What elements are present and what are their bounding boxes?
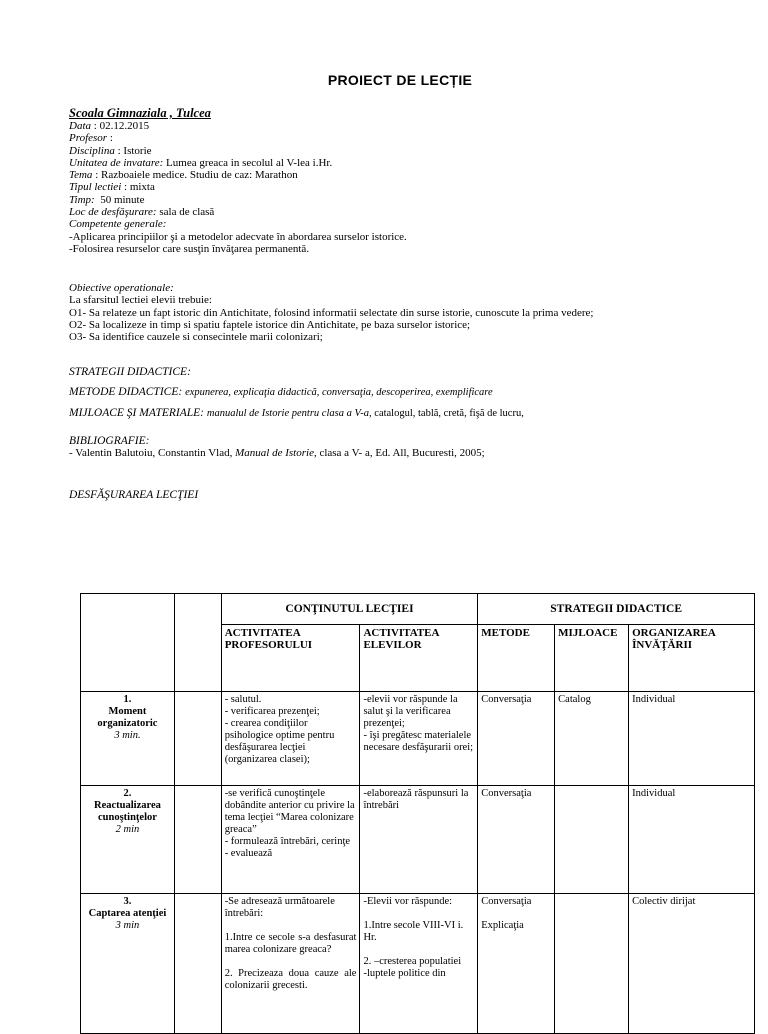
stage-number: 2.	[123, 788, 132, 799]
spacer	[363, 908, 474, 920]
field-label: Tema	[69, 169, 93, 182]
teacher-activity-line: 2. Precizeaza doua cauze ale colonizarii grecesti.	[224, 968, 357, 991]
field-6	[69, 194, 407, 206]
teacher-activity-line: 1.Intre ce secole s-a desfasurat marea colonizare greaca?	[224, 932, 357, 955]
field-7	[69, 206, 407, 218]
stage-cell	[81, 894, 175, 1034]
spacer	[225, 920, 357, 932]
student-activity-cell	[360, 786, 478, 894]
teacher-activity-line: - crearea condiţiilor psihologice optime pentru desfăşurarea lecţiei (organizarea clasei);	[224, 718, 335, 765]
means-cell: Catalog	[555, 692, 629, 786]
col-students-header: ACTIVITATEA ELEVILOR	[360, 625, 478, 692]
means-cell	[555, 894, 629, 1034]
stage-number: 1.	[123, 694, 132, 705]
stage-name: Captarea atenţiei	[88, 908, 167, 919]
school-name: Scoala Gimnaziala , Tulcea	[69, 106, 211, 120]
field-0	[69, 120, 407, 132]
header-empty-cell	[174, 594, 221, 692]
student-activity-line: -elevii vor răspunde la salut şi la verificarea prezenţei;	[363, 694, 458, 729]
teacher-activity-line: -Se adresează următoarele întrebări:	[224, 896, 335, 919]
teacher-activity-line: -se verifică cunoştinţele dobândite anterior cu privire la tema lecţiei “Marea colonizare greaca”	[224, 788, 355, 835]
field-list	[69, 120, 407, 231]
student-activity-line: 2. –cresterea populatiei	[363, 956, 462, 967]
organization-cell: Individual	[629, 692, 755, 786]
stage-duration: 2 min	[115, 824, 140, 835]
student-activity-line: -luptele politice din	[363, 968, 446, 979]
strategies-section	[69, 362, 524, 424]
means-cell	[555, 786, 629, 894]
table-row	[81, 786, 755, 894]
student-activity-cell	[360, 894, 478, 1034]
organization-cell: Individual	[629, 786, 755, 894]
field-separator: :	[92, 169, 101, 182]
field-label: Timp:	[69, 193, 95, 206]
objectives-label: Obiective operationale:	[69, 282, 174, 294]
field-value: mixta	[129, 181, 155, 194]
materials-label: MIJLOACE ŞI MATERIALE:	[69, 407, 204, 419]
field-value: 50 minute	[100, 193, 145, 206]
empty-cell	[174, 692, 221, 786]
student-activity-line: 1.Intre secole VIII-VI i. Hr.	[363, 920, 464, 943]
field-separator: :	[121, 181, 130, 194]
stage-cell	[81, 786, 175, 894]
student-activity-line: -elaborează răspunsuri la întrebări	[363, 788, 469, 811]
spacer	[225, 956, 357, 968]
method-item: Conversaţia	[481, 694, 532, 705]
methods-cell	[478, 786, 555, 894]
page-title: PROIECT DE LECȚIE	[327, 72, 473, 88]
bibliography-entry	[69, 447, 485, 459]
content-header: CONŢINUTUL LECŢIEI	[221, 594, 478, 625]
materials-value: catalogul, tablă, cretă, fişă de lucru,	[371, 408, 524, 419]
field-value: Istorie	[123, 144, 152, 157]
col-means-header: MIJLOACE	[555, 625, 629, 692]
field-value: Lumea greaca in secolul al V-lea i.Hr.	[166, 156, 333, 169]
materials-value-italic: manualul de Istorie pentru clasa a V-a,	[206, 408, 372, 419]
lesson-table	[80, 593, 755, 1034]
field-label: Loc de desfăşurare:	[69, 206, 157, 219]
stage-name: Reactualizarea cunoştinţelor	[94, 800, 161, 823]
teacher-activity-line: - verificarea prezenţei;	[224, 706, 320, 717]
field-4	[69, 169, 407, 181]
col-org-header: ORGANIZAREA ÎNVĂŢĂRII	[629, 625, 755, 692]
teacher-activity-line: - formulează întrebări, cerinţe	[224, 836, 351, 847]
field-3	[69, 157, 407, 169]
method-item: Conversaţia	[481, 788, 532, 799]
stage-name: Moment organizatoric	[97, 706, 158, 729]
field-value: Razboaiele medice. Studiu de caz: Marathon	[101, 169, 298, 182]
teacher-activity-line: - salutul.	[224, 694, 262, 705]
methods-value: expunerea, explicaţia didactică, conversaţia, descoperirea, exemplificare	[185, 387, 493, 398]
bibliography-label: BIBLIOGRAFIE:	[69, 435, 150, 447]
objective-3: O3- Sa identifice cauzele si consecintele marii colonizari;	[69, 331, 323, 344]
strategies-label: STRATEGII DIDACTICE:	[69, 366, 191, 378]
table-row	[81, 894, 755, 1034]
field-8	[69, 218, 407, 230]
bibliography-authors: - Valentin Balutoiu, Constantin Vlad,	[69, 447, 236, 460]
stage-duration: 3 min.	[114, 730, 141, 741]
field-2	[69, 145, 407, 157]
teacher-activity-cell	[221, 894, 360, 1034]
methods-cell	[478, 692, 555, 786]
empty-cell	[174, 786, 221, 894]
bibliography-section	[69, 435, 485, 460]
student-activity-cell	[360, 692, 478, 786]
spacer	[481, 908, 551, 920]
method-item: Conversaţia	[481, 896, 532, 907]
objectives-section	[69, 282, 593, 343]
lesson-header-info	[69, 106, 407, 255]
field-1	[69, 132, 407, 144]
objective-1: O1- Sa relateze un fapt istoric din Antichitate, folosind informatii selectate din surse istorie, cunoscute la prima vedere;	[69, 306, 594, 319]
field-label: Profesor	[69, 132, 108, 145]
field-label: Competente generale:	[69, 218, 167, 231]
methods-label: METODE DIDACTICE:	[69, 386, 183, 398]
strategies-header: STRATEGII DIDACTICE	[478, 594, 755, 625]
field-separator: :	[91, 120, 100, 132]
col-methods-header: METODE	[478, 625, 555, 692]
lesson-heading-text: DESFĂŞURAREA LECŢIEI	[69, 489, 199, 501]
methods-cell	[478, 894, 555, 1034]
field-label: Unitatea de invatare:	[69, 156, 164, 169]
teacher-activity-cell	[221, 692, 360, 786]
organization-cell: Colectiv dirijat	[629, 894, 755, 1034]
field-separator: :	[107, 132, 113, 145]
field-label: Disciplina	[69, 144, 115, 157]
stage-cell	[81, 692, 175, 786]
teacher-activity-cell	[221, 786, 360, 894]
table-header-row	[81, 594, 755, 625]
field-value: 02.12.2015	[99, 120, 150, 132]
teacher-activity-line: - evaluează	[224, 848, 273, 859]
table-body	[81, 692, 755, 1034]
bibliography-details: , clasa a V- a, Ed. All, Bucuresti, 2005;	[313, 447, 485, 460]
stage-number: 3.	[123, 896, 132, 907]
empty-cell	[174, 894, 221, 1034]
field-label: Data	[69, 120, 91, 132]
stage-duration: 3 min	[115, 920, 140, 931]
competence-2: -Folosirea resurselor care susţin învăţarea permanentă.	[69, 242, 310, 255]
field-separator: :	[114, 144, 124, 157]
header-empty-cell	[81, 594, 175, 692]
method-item: Explicaţia	[481, 920, 524, 931]
student-activity-line: -Elevii vor răspunde:	[363, 896, 453, 907]
field-5	[69, 181, 407, 193]
table-row	[81, 692, 755, 786]
objectives-intro: La sfarsitul lectiei elevii trebuie:	[69, 294, 212, 307]
materials-line	[69, 403, 524, 424]
student-activity-line: - îşi pregătesc materialele necesare desfăşurarii orei;	[363, 730, 474, 753]
col-teacher-header: ACTIVITATEA PROFESORULUI	[221, 625, 360, 692]
field-value: sala de clasă	[159, 206, 215, 219]
spacer	[363, 944, 474, 956]
methods-line	[69, 382, 524, 403]
objective-2: O2- Sa localizeze in timp si spatiu faptele istorice din Antichitate, pe baza surselor istorice;	[69, 318, 471, 331]
field-label: Tipul lectiei	[69, 181, 122, 194]
bibliography-book: Manual de Istorie	[235, 447, 314, 460]
lesson-heading	[69, 489, 198, 501]
competence-1: -Aplicarea principiilor şi a metodelor adecvate în abordarea surselor istorice.	[69, 230, 407, 243]
